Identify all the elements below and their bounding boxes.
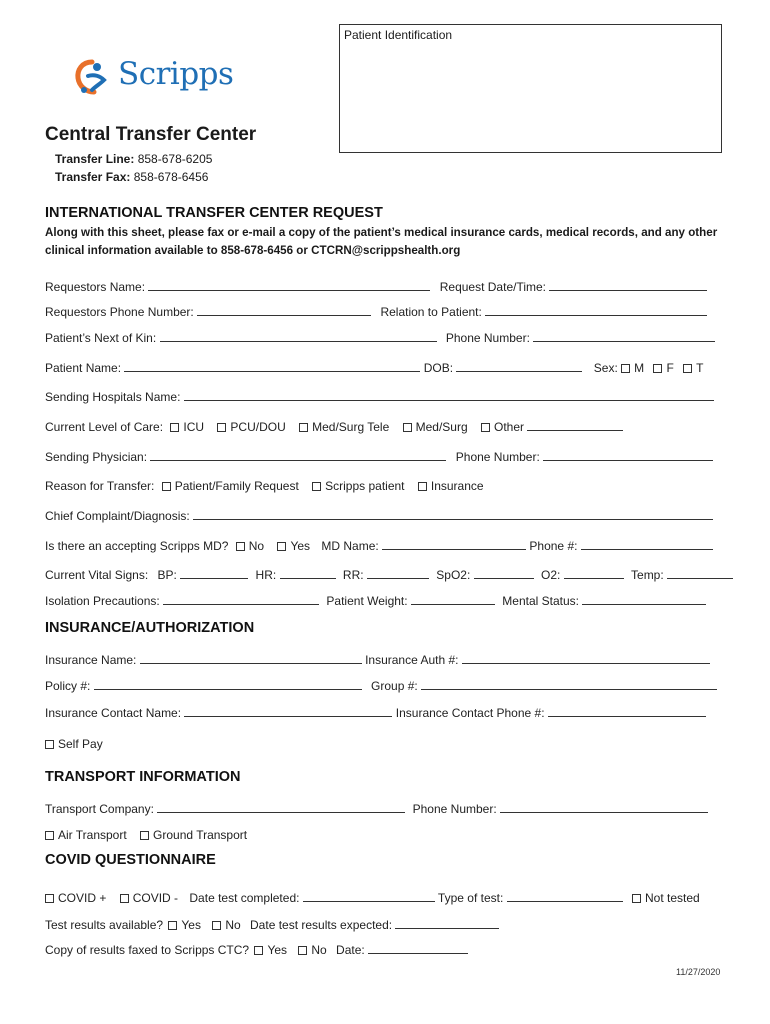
request-datetime-field[interactable]	[549, 279, 707, 291]
care-other-checkbox[interactable]	[481, 423, 490, 432]
date-expected-label: Date test results expected:	[250, 918, 393, 932]
sending-hospital-row	[45, 389, 714, 404]
dob-label: DOB:	[423, 361, 454, 375]
patient-identification-box[interactable]	[339, 24, 722, 153]
reason-row	[45, 479, 484, 493]
care-other-label: Other	[493, 420, 524, 434]
sex-label: Sex:	[593, 361, 618, 375]
sending-physician-label: Sending Physician:	[45, 450, 148, 464]
covid-date-completed-label: Date test completed:	[189, 891, 300, 905]
insurance-name-field[interactable]	[140, 652, 362, 664]
covid-type-label: Type of test:	[437, 891, 504, 905]
transfer-fax-value: 858-678-6456	[133, 170, 209, 184]
copy-faxed-yes-checkbox[interactable]	[254, 946, 263, 955]
requestors-phone-label: Requestors Phone Number:	[45, 305, 194, 319]
rr-field[interactable]	[367, 567, 429, 579]
md-phone-label: Phone #:	[529, 539, 578, 553]
temp-field[interactable]	[667, 567, 733, 579]
reason-family-label: Patient/Family Request	[174, 479, 299, 493]
transfer-line-label: Transfer Line:	[55, 152, 135, 166]
mental-label: Mental Status:	[502, 594, 579, 608]
request-intro: Along with this sheet, please fax or e-mail a copy of the patient’s medical insurance cards, medical records, and any other clinical information available to 858-678-6456 or CTCRN@scrippshealth.org	[45, 226, 718, 257]
care-pcu-checkbox[interactable]	[217, 423, 226, 432]
self-pay-label: Self Pay	[58, 737, 103, 751]
o2-label: O2:	[540, 568, 561, 582]
copy-faxed-date-field[interactable]	[368, 942, 468, 954]
copy-faxed-no-checkbox[interactable]	[298, 946, 307, 955]
page-title: Central Transfer Center	[45, 124, 257, 145]
scripps-logo	[74, 56, 234, 100]
sex-f-label: F	[666, 361, 674, 375]
transfer-line	[55, 152, 212, 166]
requestors-phone-field[interactable]	[197, 304, 371, 316]
relation-field[interactable]	[485, 304, 707, 316]
sex-t-checkbox[interactable]	[683, 364, 692, 373]
rr-label: RR:	[342, 568, 364, 582]
not-tested-checkbox[interactable]	[632, 894, 641, 903]
accepting-md-label: Is there an accepting Scripps MD?	[45, 539, 229, 553]
sex-m-label: M	[634, 361, 645, 375]
mental-field[interactable]	[582, 593, 706, 605]
insurance-auth-field[interactable]	[462, 652, 710, 664]
care-medsurg-label: Med/Surg	[415, 420, 468, 434]
requestors-name-label: Requestors Name:	[45, 280, 146, 294]
ground-transport-checkbox[interactable]	[140, 831, 149, 840]
request-heading: INTERNATIONAL TRANSFER CENTER REQUEST	[45, 205, 383, 221]
accepting-md-row	[45, 538, 713, 553]
reason-label: Reason for Transfer:	[45, 479, 155, 493]
transport-type-row	[45, 828, 247, 842]
scripps-logo-text: Scripps	[118, 56, 234, 92]
care-medsurg-checkbox[interactable]	[403, 423, 412, 432]
insurance-contact-phone-label: Insurance Contact Phone #:	[395, 706, 545, 720]
self-pay-checkbox[interactable]	[45, 740, 54, 749]
transport-company-label: Transport Company:	[45, 802, 154, 816]
covid-heading: COVID QUESTIONNAIRE	[45, 852, 216, 868]
insurance-heading: INSURANCE/AUTHORIZATION	[45, 620, 255, 636]
revision-date: 11/27/2020	[676, 967, 721, 977]
patient-name-field[interactable]	[124, 360, 420, 372]
chief-complaint-row	[45, 508, 713, 523]
bp-label: BP:	[157, 568, 177, 582]
vitals-label: Current Vital Signs:	[45, 568, 149, 582]
covid-positive-label: COVID +	[58, 891, 107, 905]
self-pay-row	[45, 737, 103, 751]
care-medsurg-tele-label: Med/Surg Tele	[312, 420, 390, 434]
care-pcu-label: PCU/DOU	[230, 420, 286, 434]
covid-positive-checkbox[interactable]	[45, 894, 54, 903]
sending-hospital-field[interactable]	[184, 389, 714, 401]
air-transport-checkbox[interactable]	[45, 831, 54, 840]
reason-family-checkbox[interactable]	[162, 482, 171, 491]
md-name-field[interactable]	[382, 538, 526, 550]
hr-label: HR:	[255, 568, 277, 582]
weight-field[interactable]	[411, 593, 495, 605]
care-medsurg-tele-checkbox[interactable]	[299, 423, 308, 432]
accepting-md-no-label: No	[248, 539, 265, 553]
insurance-auth-label: Insurance Auth #:	[365, 653, 459, 667]
insurance-contact-name-label: Insurance Contact Name:	[45, 706, 182, 720]
ground-transport-label: Ground Transport	[153, 828, 248, 842]
copy-faxed-date-label: Date:	[336, 943, 365, 957]
results-no-checkbox[interactable]	[212, 921, 221, 930]
policy-field[interactable]	[94, 678, 362, 690]
level-of-care-label: Current Level of Care:	[45, 420, 164, 434]
results-available-row	[45, 917, 499, 932]
chief-complaint-field[interactable]	[193, 508, 713, 520]
sending-hospital-label: Sending Hospitals Name:	[45, 390, 181, 404]
results-yes-label: Yes	[181, 918, 201, 932]
requestors-phone-row	[45, 304, 707, 319]
not-tested-label: Not tested	[644, 891, 700, 905]
kin-phone-label: Phone Number:	[445, 331, 530, 345]
reason-insurance-checkbox[interactable]	[418, 482, 427, 491]
isolation-row	[45, 593, 706, 608]
copy-faxed-label: Copy of results faxed to Scripps CTC?	[45, 943, 250, 957]
spo2-field[interactable]	[474, 567, 534, 579]
transport-phone-label: Phone Number:	[412, 802, 497, 816]
results-available-label: Test results available?	[45, 918, 164, 932]
covid-type-field[interactable]	[507, 890, 623, 902]
insurance-contact-name-field[interactable]	[184, 705, 392, 717]
accepting-md-no-checkbox[interactable]	[236, 542, 245, 551]
covid-status-row	[45, 890, 700, 905]
covid-date-completed-field[interactable]	[303, 890, 435, 902]
patient-identification-label: Patient Identification	[344, 28, 453, 42]
isolation-field[interactable]	[163, 593, 319, 605]
transfer-line-value: 858-678-6205	[137, 152, 213, 166]
requestors-name-row	[45, 279, 707, 294]
group-field[interactable]	[421, 678, 717, 690]
patient-name-row	[45, 360, 704, 375]
relation-label: Relation to Patient:	[380, 305, 482, 319]
insurance-contact-phone-field[interactable]	[548, 705, 706, 717]
next-of-kin-row	[45, 330, 715, 345]
insurance-name-label: Insurance Name:	[45, 653, 137, 667]
reason-scripps-label: Scripps patient	[325, 479, 405, 493]
reason-insurance-label: Insurance	[430, 479, 484, 493]
results-no-label: No	[225, 918, 241, 932]
level-of-care-row	[45, 419, 623, 434]
md-phone-field[interactable]	[581, 538, 713, 550]
sex-m-checkbox[interactable]	[621, 364, 630, 373]
sending-physician-row	[45, 449, 713, 464]
sex-f-checkbox[interactable]	[653, 364, 662, 373]
care-icu-label: ICU	[183, 420, 205, 434]
sex-t-label: T	[696, 361, 704, 375]
care-other-field[interactable]	[527, 419, 623, 431]
transport-phone-field[interactable]	[500, 801, 708, 813]
covid-negative-checkbox[interactable]	[120, 894, 129, 903]
patient-name-label: Patient Name:	[45, 361, 122, 375]
transfer-fax	[55, 170, 208, 184]
spo2-label: SpO2:	[436, 568, 471, 582]
transport-company-field[interactable]	[157, 801, 405, 813]
policy-row	[45, 678, 717, 693]
md-name-label: MD Name:	[321, 539, 379, 553]
transfer-fax-label: Transfer Fax:	[55, 170, 131, 184]
policy-label: Policy #:	[45, 679, 91, 693]
results-yes-checkbox[interactable]	[168, 921, 177, 930]
transport-heading: TRANSPORT INFORMATION	[45, 769, 241, 785]
copy-faxed-row	[45, 942, 468, 957]
requestors-name-field[interactable]	[148, 279, 430, 291]
isolation-label: Isolation Precautions:	[45, 594, 160, 608]
copy-faxed-yes-label: Yes	[267, 943, 288, 957]
physician-phone-field[interactable]	[543, 449, 713, 461]
temp-label: Temp:	[631, 568, 664, 582]
dob-field[interactable]	[456, 360, 582, 372]
request-datetime-label: Request Date/Time:	[439, 280, 546, 294]
accepting-md-yes-checkbox[interactable]	[277, 542, 286, 551]
reason-scripps-checkbox[interactable]	[312, 482, 321, 491]
date-expected-field[interactable]	[395, 917, 499, 929]
air-transport-label: Air Transport	[58, 828, 127, 842]
insurance-contact-row	[45, 705, 706, 720]
accepting-md-yes-label: Yes	[290, 539, 311, 553]
sending-physician-field[interactable]	[150, 449, 446, 461]
next-of-kin-field[interactable]	[160, 330, 437, 342]
kin-phone-field[interactable]	[533, 330, 715, 342]
copy-faxed-no-label: No	[311, 943, 327, 957]
covid-negative-label: COVID -	[132, 891, 179, 905]
chief-complaint-label: Chief Complaint/Diagnosis:	[45, 509, 190, 523]
o2-field[interactable]	[564, 567, 624, 579]
vitals-row	[45, 567, 733, 582]
insurance-name-row	[45, 652, 710, 667]
bp-field[interactable]	[180, 567, 248, 579]
group-label: Group #:	[371, 679, 418, 693]
next-of-kin-label: Patient’s Next of Kin:	[45, 331, 157, 345]
hr-field[interactable]	[280, 567, 336, 579]
weight-label: Patient Weight:	[326, 594, 408, 608]
transport-company-row	[45, 801, 708, 816]
physician-phone-label: Phone Number:	[455, 450, 540, 464]
scripps-logo-icon	[74, 56, 114, 98]
care-icu-checkbox[interactable]	[170, 423, 179, 432]
